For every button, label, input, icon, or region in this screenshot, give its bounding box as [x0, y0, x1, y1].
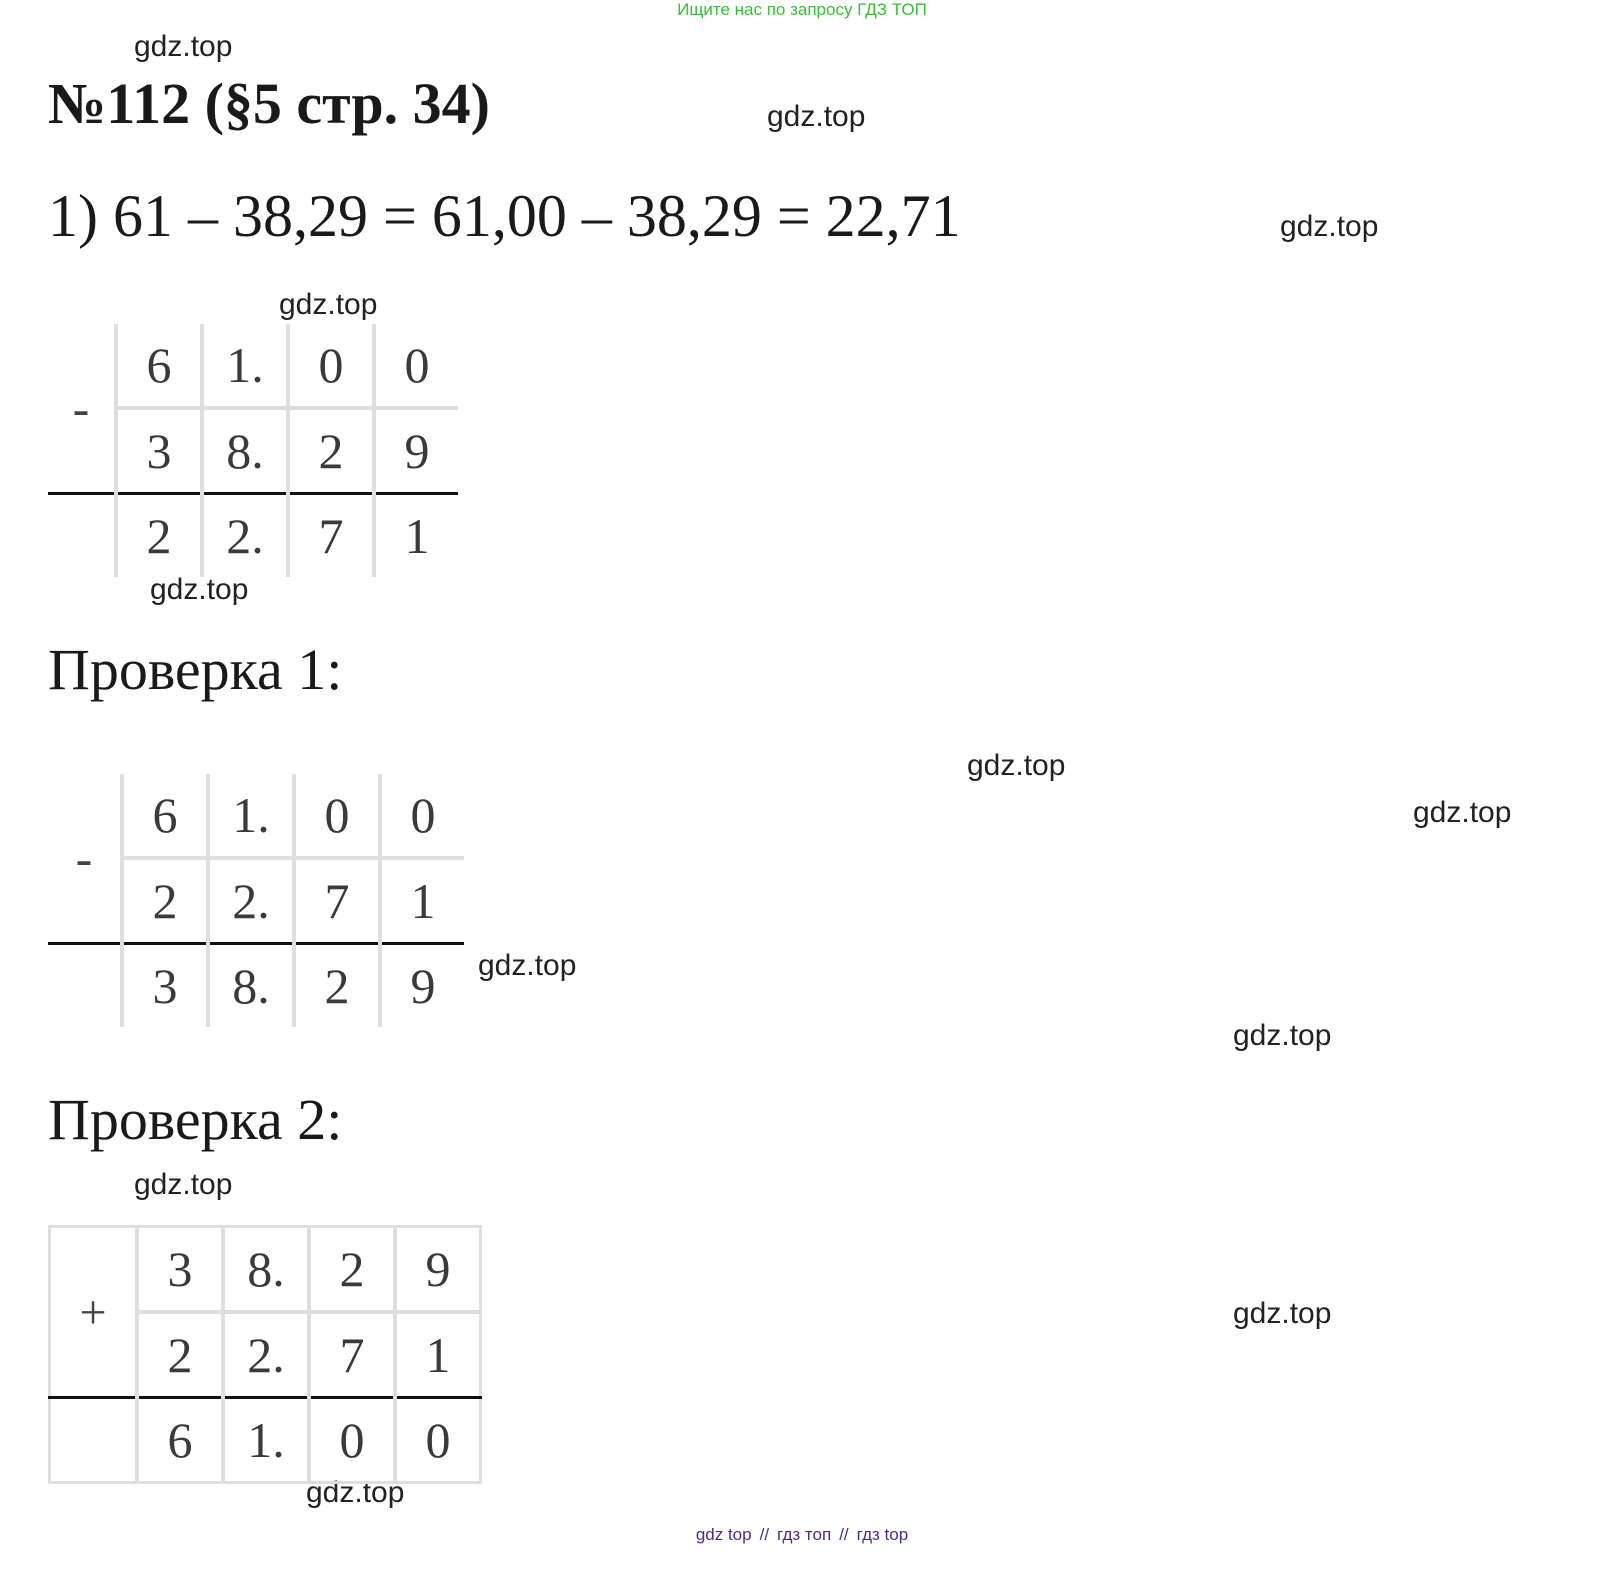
equation: 1) 61 – 38,29 = 61,00 – 38,29 = 22,71	[48, 183, 961, 249]
column-addition-table	[48, 1225, 482, 1484]
empty-cell	[48, 944, 122, 1028]
footer-link-gdz-top-ru[interactable]: гдз топ	[777, 1525, 832, 1544]
watermark: gdz.top	[967, 749, 1066, 782]
empty-cell	[50, 1398, 138, 1483]
digit-cell: 0	[374, 324, 458, 408]
operator-sign: -	[48, 774, 122, 944]
digit-cell: 2	[309, 1227, 395, 1313]
operator-sign: +	[50, 1227, 138, 1398]
watermark: gdz.top	[1233, 1297, 1332, 1330]
digit-cell: 1.	[223, 1398, 309, 1483]
digit-cell: 9	[374, 408, 458, 494]
watermark: gdz.top	[134, 30, 233, 63]
digit-cell: 6	[122, 774, 208, 858]
digit-cell: 9	[395, 1227, 481, 1313]
digit-cell: 2	[294, 944, 380, 1028]
digit-cell: 7	[288, 494, 374, 578]
digit-cell: 1.	[202, 324, 288, 408]
digit-cell: 2	[116, 494, 202, 578]
digit-cell: 1.	[208, 774, 294, 858]
watermark: gdz.top	[134, 1168, 233, 1201]
digit-cell: 0	[309, 1398, 395, 1483]
watermark: gdz.top	[767, 100, 866, 133]
digit-cell: 8.	[208, 944, 294, 1028]
digit-cell: 3	[116, 408, 202, 494]
digit-cell: 2.	[208, 858, 294, 944]
digit-cell: 8.	[202, 408, 288, 494]
footer-link-gdz-top[interactable]: gdz top	[695, 1525, 752, 1544]
footer-separator: //	[839, 1525, 849, 1544]
check-1-heading: Проверка 1:	[48, 637, 343, 702]
check-2-heading: Проверка 2:	[48, 1087, 343, 1152]
digit-cell: 0	[294, 774, 380, 858]
digit-cell: 3	[137, 1227, 223, 1313]
watermark: gdz.top	[1413, 796, 1512, 829]
top-banner[interactable]: Ищите нас по запросу ГДЗ ТОП	[677, 0, 927, 19]
digit-cell: 7	[294, 858, 380, 944]
footer-link-gdz-top-mixed[interactable]: гдз top	[856, 1525, 909, 1544]
digit-cell: 2	[137, 1312, 223, 1398]
digit-cell: 9	[380, 944, 464, 1028]
digit-cell: 6	[137, 1398, 223, 1483]
footer-links	[0, 1525, 1604, 1545]
digit-cell: 0	[395, 1398, 481, 1483]
digit-cell: 1	[380, 858, 464, 944]
digit-cell: 6	[116, 324, 202, 408]
watermark: gdz.top	[306, 1476, 405, 1509]
digit-cell: 2	[122, 858, 208, 944]
watermark: gdz.top	[1280, 210, 1379, 243]
digit-cell: 0	[288, 324, 374, 408]
digit-cell: 1	[374, 494, 458, 578]
digit-cell: 0	[380, 774, 464, 858]
page-title: №112 (§5 стр. 34)	[48, 71, 490, 136]
digit-cell: 3	[122, 944, 208, 1028]
digit-cell: 8.	[223, 1227, 309, 1313]
digit-cell: 2	[288, 408, 374, 494]
empty-cell	[48, 494, 116, 578]
watermark: gdz.top	[478, 949, 577, 982]
digit-cell: 1	[395, 1312, 481, 1398]
footer-separator: //	[759, 1525, 770, 1544]
watermark: gdz.top	[1233, 1019, 1332, 1052]
watermark: gdz.top	[150, 573, 249, 606]
column-subtraction-table	[48, 324, 458, 577]
watermark: gdz.top	[279, 288, 378, 321]
digit-cell: 2.	[223, 1312, 309, 1398]
digit-cell: 7	[309, 1312, 395, 1398]
column-subtraction-table	[48, 774, 464, 1027]
operator-sign: -	[48, 324, 116, 494]
digit-cell: 2.	[202, 494, 288, 578]
